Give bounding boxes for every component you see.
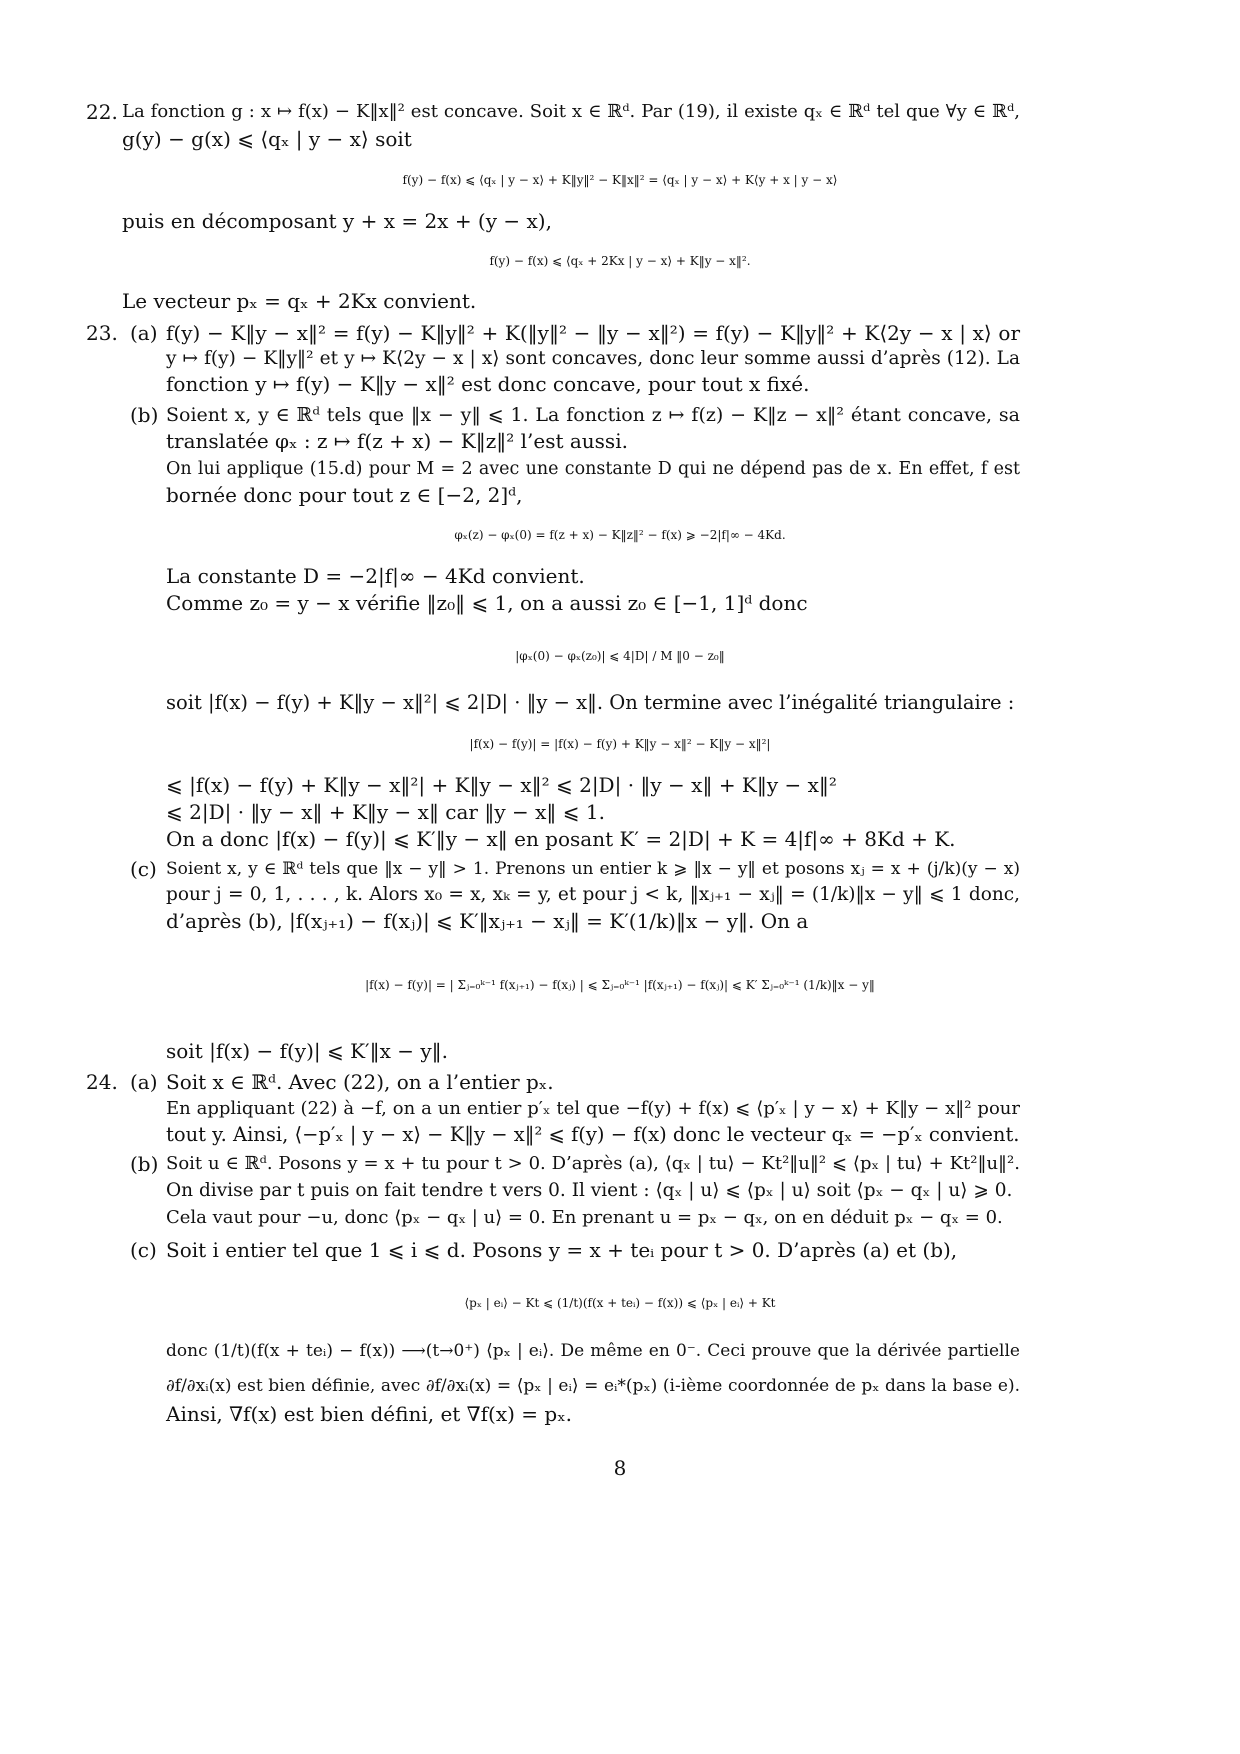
text-line: soit |f(x) − f(y)| ⩽ K′‖x − y‖. (166, 1039, 449, 1063)
text-line: ∂f/∂xᵢ(x) est bien définie, avec ∂f/∂xᵢ(x) = ⟨pₓ | eᵢ⟩ = eᵢ*(pₓ) (i-ième coordonnée de pₓ dans la base e). (166, 1376, 1020, 1396)
display-equation: f(y) − f(x) ⩽ ⟨qₓ + 2Kx | y − x⟩ + K‖y − x‖². (489, 254, 751, 268)
item-number: 23. (86, 321, 118, 345)
part-label: (c) (130, 857, 157, 881)
text-line: f(y) − K‖y − x‖² = f(y) − K‖y‖² + K(‖y‖² − ‖y − x‖²) = f(y) − K‖y‖² + K⟨2y − x | x⟩ or (166, 321, 1020, 345)
text-line: ⩽ |f(x) − f(y) + K‖y − x‖²| + K‖y − x‖² ⩽ 2|D| · ‖y − x‖ + K‖y − x‖² (166, 773, 837, 797)
display-equation: |φₓ(0) − φₓ(z₀)| ⩽ 4|D| / M ‖0 − z₀‖ (515, 649, 725, 663)
part-label: (b) (130, 1152, 159, 1176)
text-line: bornée donc pour tout z ∈ [−2, 2]ᵈ, (166, 483, 523, 507)
part-label: (c) (130, 1238, 157, 1262)
text-line: g(y) − g(x) ⩽ ⟨qₓ | y − x⟩ soit (122, 127, 412, 151)
text-line: Soit u ∈ ℝᵈ. Posons y = x + tu pour t > 0. D’après (a), ⟨qₓ | tu⟩ − Kt²‖u‖² ⩽ ⟨pₓ | tu⟩ + Kt²‖u‖². (166, 1153, 1020, 1174)
text-line: Soit x ∈ ℝᵈ. Avec (22), on a l’entier pₓ. (166, 1070, 554, 1094)
text-line: La fonction g : x ↦ f(x) − K‖x‖² est concave. Soit x ∈ ℝᵈ. Par (19), il existe qₓ ∈ ℝᵈ tel que ∀y ∈ ℝᵈ, (122, 101, 1020, 122)
page-number: 8 (613, 1456, 627, 1480)
text-line: Ainsi, ∇f(x) est bien défini, et ∇f(x) = pₓ. (166, 1402, 573, 1426)
display-equation: φₓ(z) − φₓ(0) = f(z + x) − K‖z‖² − f(x) ⩾ −2|f|∞ − 4Kd. (454, 528, 786, 542)
text-line: y ↦ f(y) − K‖y‖² et y ↦ K⟨2y − x | x⟩ sont concaves, donc leur somme aussi d’après (12). La (166, 348, 1020, 369)
text-line: Soient x, y ∈ ℝᵈ tels que ‖x − y‖ ⩽ 1. La fonction z ↦ f(z) − K‖z − x‖² étant concave, sa (166, 404, 1020, 426)
text-line: tout y. Ainsi, ⟨−p′ₓ | y − x⟩ − K‖y − x‖² ⩽ f(y) − f(x) donc le vecteur qₓ = −p′ₓ convient. (166, 1123, 1020, 1146)
text-line: donc (1/t)(f(x + teᵢ) − f(x)) ⟶(t→0⁺) ⟨pₓ | eᵢ⟩. De même en 0⁻. Ceci prouve que la dérivée partielle (166, 1341, 1020, 1361)
text-line: ⩽ 2|D| · ‖y − x‖ + K‖y − x‖ car ‖y − x‖ ⩽ 1. (166, 800, 605, 824)
text-line: soit |f(x) − f(y) + K‖y − x‖²| ⩽ 2|D| · ‖y − x‖. On termine avec l’inégalité triangulaire : (166, 691, 1015, 714)
text-line: Cela vaut pour −u, donc ⟨pₓ − qₓ | u⟩ = 0. En prenant u = pₓ − qₓ, on en déduit pₓ − qₓ = 0. (166, 1207, 1003, 1228)
display-equation: f(y) − f(x) ⩽ ⟨qₓ | y − x⟩ + K‖y‖² − K‖x‖² = ⟨qₓ | y − x⟩ + K⟨y + x | y − x⟩ (402, 173, 838, 187)
text-line: Le vecteur pₓ = qₓ + 2Kx convient. (122, 289, 477, 313)
part-label: (b) (130, 403, 159, 427)
text-line: En appliquant (22) à −f, on a un entier p′ₓ tel que −f(y) + f(x) ⩽ ⟨p′ₓ | y − x⟩ + K‖y − x‖² pour (166, 1098, 1020, 1119)
text-line: Comme z₀ = y − x vérifie ‖z₀‖ ⩽ 1, on a aussi z₀ ∈ [−1, 1]ᵈ donc (166, 591, 808, 615)
text-line: On divise par t puis on fait tendre t vers 0. Il vient : ⟨qₓ | u⟩ ⩽ ⟨pₓ | u⟩ soit ⟨pₓ − qₓ | u⟩ ⩾ 0. (166, 1180, 1013, 1201)
text-line: d’après (b), |f(xⱼ₊₁) − f(xⱼ)| ⩽ K′‖xⱼ₊₁ − xⱼ‖ = K′(1/k)‖x − y‖. On a (166, 909, 809, 933)
text-line: Soit i entier tel que 1 ⩽ i ⩽ d. Posons y = x + teᵢ pour t > 0. D’après (a) et (b), (166, 1238, 958, 1262)
text-line: pour j = 0, 1, . . . , k. Alors x₀ = x, xₖ = y, et pour j < k, ‖xⱼ₊₁ − xⱼ‖ = (1/k)‖x − y‖ ⩽ 1 donc, (166, 884, 1020, 905)
text-line: On lui applique (15.d) pour M = 2 avec une constante D qui ne dépend pas de x. En effet, f est (166, 459, 1020, 479)
text-line: translatée φₓ : z ↦ f(z + x) − K‖z‖² l’est aussi. (166, 429, 628, 453)
display-equation: |f(x) − f(y)| = | Σⱼ₌₀ᵏ⁻¹ f(xⱼ₊₁) − f(xⱼ) | ⩽ Σⱼ₌₀ᵏ⁻¹ |f(xⱼ₊₁) − f(xⱼ)| ⩽ K′ Σⱼ₌₀ᵏ⁻¹ (1/k)‖x − y‖ (365, 978, 875, 992)
text-line: La constante D = −2|f|∞ − 4Kd convient. (166, 564, 585, 588)
item-number: 24. (86, 1070, 118, 1094)
part-label: (a) (130, 321, 158, 345)
text-line: On a donc |f(x) − f(y)| ⩽ K′‖y − x‖ en posant K′ = 2|D| + K = 4|f|∞ + 8Kd + K. (166, 827, 956, 851)
display-equation: |f(x) − f(y)| = |f(x) − f(y) + K‖y − x‖² − K‖y − x‖²| (469, 737, 771, 751)
item-number: 22. (86, 100, 118, 124)
text-line: Soient x, y ∈ ℝᵈ tels que ‖x − y‖ > 1. Prenons un entier k ⩾ ‖x − y‖ et posons xⱼ = x + (j/k)(y − x) (166, 859, 1020, 879)
part-label: (a) (130, 1070, 158, 1094)
display-equation: ⟨pₓ | eᵢ⟩ − Kt ⩽ (1/t)(f(x + teᵢ) − f(x)) ⩽ ⟨pₓ | eᵢ⟩ + Kt (464, 1296, 776, 1310)
text-line: fonction y ↦ f(y) − K‖y − x‖² est donc concave, pour tout x fixé. (166, 372, 810, 396)
text-line: puis en décomposant y + x = 2x + (y − x), (122, 209, 552, 233)
